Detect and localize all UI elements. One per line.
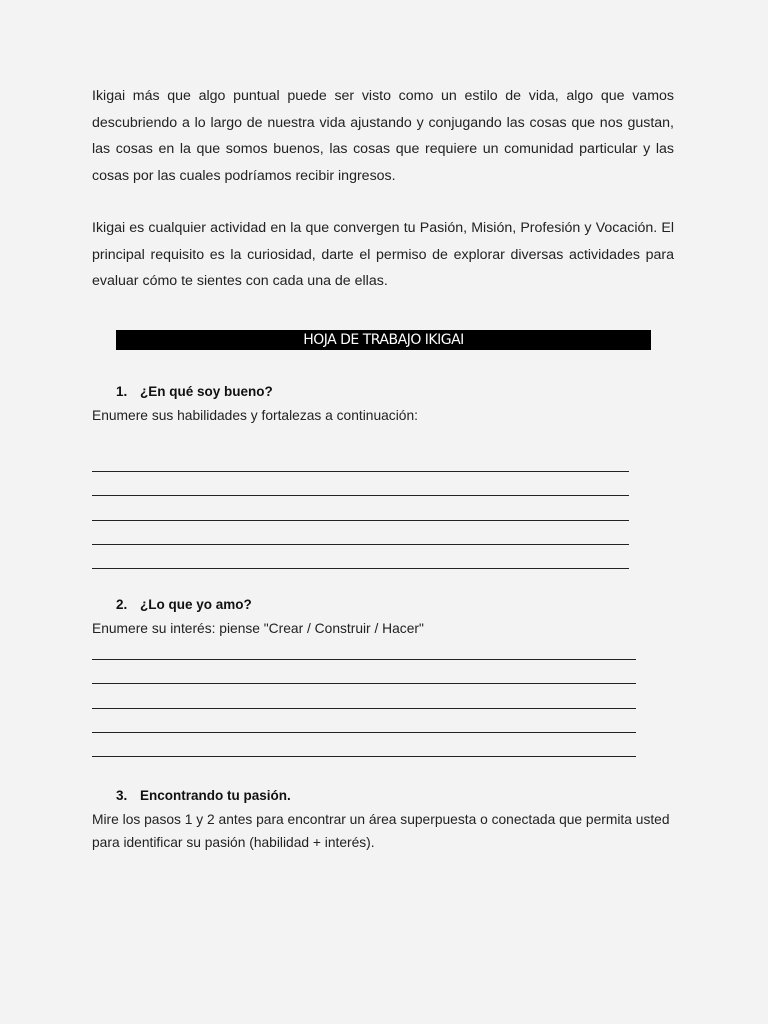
worksheet-banner (116, 330, 651, 350)
section-3-heading (116, 788, 291, 803)
section-2-instruction: Enumere su interés: piense "Crear / Construir / Hacer" (92, 621, 424, 636)
answer-line[interactable] (92, 496, 629, 520)
answer-line[interactable] (92, 733, 636, 757)
section-3-title: Encontrando tu pasión. (140, 788, 291, 803)
section-1-number: 1. (116, 384, 128, 399)
section-1-answer-lines (92, 448, 629, 569)
section-2-heading (116, 597, 252, 612)
section-1-heading (116, 384, 273, 399)
answer-line[interactable] (92, 545, 629, 569)
answer-line[interactable] (92, 472, 629, 496)
section-2-answer-lines (92, 636, 636, 757)
answer-line[interactable] (92, 709, 636, 733)
section-2-number: 2. (116, 597, 128, 612)
section-3-instruction: Mire los pasos 1 y 2 antes para encontrar un área superpuesta o conectada que permita usted para identificar su pasión (habilidad + interés). (92, 812, 670, 850)
answer-line[interactable] (92, 660, 636, 684)
answer-line[interactable] (92, 636, 636, 660)
intro-paragraph-1: Ikigai más que algo puntual puede ser visto como un estilo de vida, algo que vamos descubriendo a lo largo de nuestra vida ajustando y conjugando las cosas que nos gustan, las cosas en la que somos buenos, las cosas que requiere un comunidad particular y las cosas por las cuales podríamos recibir ingresos. (92, 88, 674, 184)
section-3-number: 3. (116, 788, 128, 803)
intro-paragraph-2: Ikigai es cualquier actividad en la que convergen tu Pasión, Misión, Profesión y Vocación. El principal requisito es la curiosidad, darte el permiso de explorar diversas actividades para evaluar cómo te sientes con cada una de ellas. (92, 220, 674, 289)
answer-line[interactable] (92, 684, 636, 708)
banner-title: HOJA DE TRABAJO IKIGAI (303, 332, 464, 348)
answer-line[interactable] (92, 521, 629, 545)
answer-line[interactable] (92, 448, 629, 472)
section-2-title: ¿Lo que yo amo? (140, 597, 252, 612)
section-1-title: ¿En qué soy bueno? (140, 384, 273, 399)
section-1-instruction: Enumere sus habilidades y fortalezas a continuación: (92, 408, 418, 423)
